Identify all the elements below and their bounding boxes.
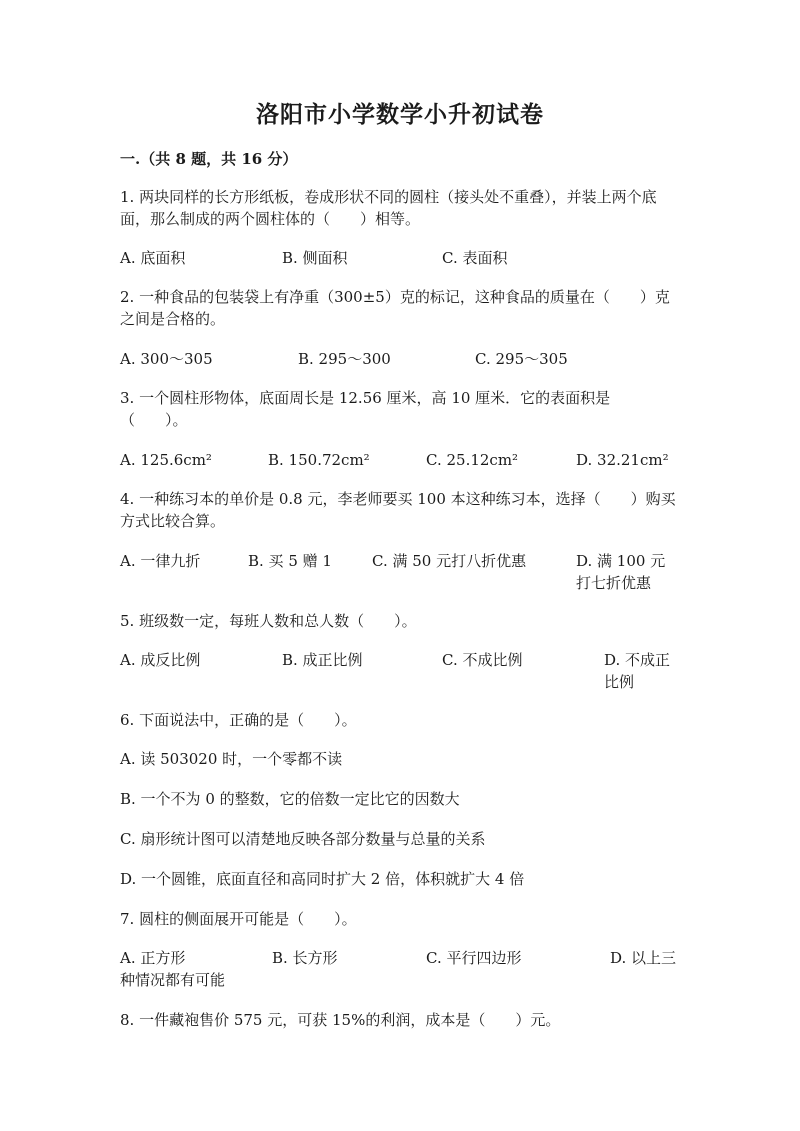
option-a[interactable]: A. 底面积 (120, 249, 186, 267)
option-a[interactable]: A. 300～305 (120, 350, 213, 368)
option-d[interactable]: D. 不成正比例 (604, 651, 671, 691)
option-a[interactable]: A. 正方形 (120, 949, 186, 967)
question-7-stem: 7. 圆柱的侧面展开可能是（ ）。 (120, 910, 357, 928)
question-5-options (120, 649, 680, 693)
option-b[interactable]: B. 成正比例 (282, 651, 363, 669)
question-6-stem: 6. 下面说法中，正确的是（ ）。 (120, 711, 357, 729)
option-b[interactable]: B. 150.72cm² (268, 451, 370, 469)
question-4-options (120, 550, 680, 594)
question-7-options (120, 947, 680, 991)
question-8-stem: 8. 一件藏袍售价 575 元，可获 15%的利润，成本是（ ）元。 (120, 1011, 561, 1029)
question-1-stem: 1. 两块同样的长方形纸板，卷成形状不同的圆柱（接头处不重叠），并装上两个底面，那么制成的两个圆柱体的（ ）相等。 (120, 188, 657, 228)
option-c[interactable]: C. 满 50 元打八折优惠 (372, 552, 527, 570)
question-4-stem: 4. 一种练习本的单价是 0.8 元，李老师要买 100 本这种练习本，选择（ ）购买方式比较合算。 (120, 490, 676, 530)
option-c[interactable]: C. 不成比例 (442, 651, 523, 669)
option-a[interactable]: A. 成反比例 (120, 651, 201, 669)
option-c[interactable]: C. 295～305 (475, 350, 568, 368)
option-b[interactable]: B. 295～300 (298, 350, 391, 368)
option-d[interactable]: D. 一个圆锥，底面直径和高同时扩大 2 倍，体积就扩大 4 倍 (120, 870, 525, 888)
option-a[interactable]: A. 一律九折 (120, 552, 201, 570)
option-c[interactable]: C. 扇形统计图可以清楚地反映各部分数量与总量的关系 (120, 830, 486, 848)
option-c[interactable]: C. 表面积 (442, 249, 508, 267)
option-a[interactable]: A. 125.6cm² (120, 451, 212, 469)
option-b[interactable]: B. 一个不为 0 的整数，它的倍数一定比它的因数大 (120, 790, 460, 808)
option-b[interactable]: B. 侧面积 (282, 249, 348, 267)
option-d[interactable]: D. 32.21cm² (576, 451, 669, 469)
option-b[interactable]: B. 长方形 (272, 949, 338, 967)
question-3-stem: 3. 一个圆柱形物体，底面周长是 12.56 厘米，高 10 厘米．它的表面积是（ ）。 (120, 389, 611, 429)
page-title: 洛阳市小学数学小升初试卷 (256, 101, 544, 128)
option-d[interactable]: D. 满 100 元打七折优惠 (576, 552, 666, 592)
option-a[interactable]: A. 读 503020 时，一个零都不读 (120, 750, 343, 768)
option-c[interactable]: C. 25.12cm² (426, 451, 519, 469)
option-b[interactable]: B. 买 5 赠 1 (248, 552, 332, 570)
option-d[interactable]: D. 以上三种情况都有可能 (120, 949, 677, 989)
section-heading: 一.（共 8 题，共 16 分） (120, 150, 298, 168)
option-c[interactable]: C. 平行四边形 (426, 949, 522, 967)
question-2-stem: 2. 一种食品的包装袋上有净重（300±5）克的标记，这种食品的质量在（ ）克之间是合格的。 (120, 288, 670, 328)
question-5-stem: 5. 班级数一定，每班人数和总人数（ ）。 (120, 612, 417, 630)
